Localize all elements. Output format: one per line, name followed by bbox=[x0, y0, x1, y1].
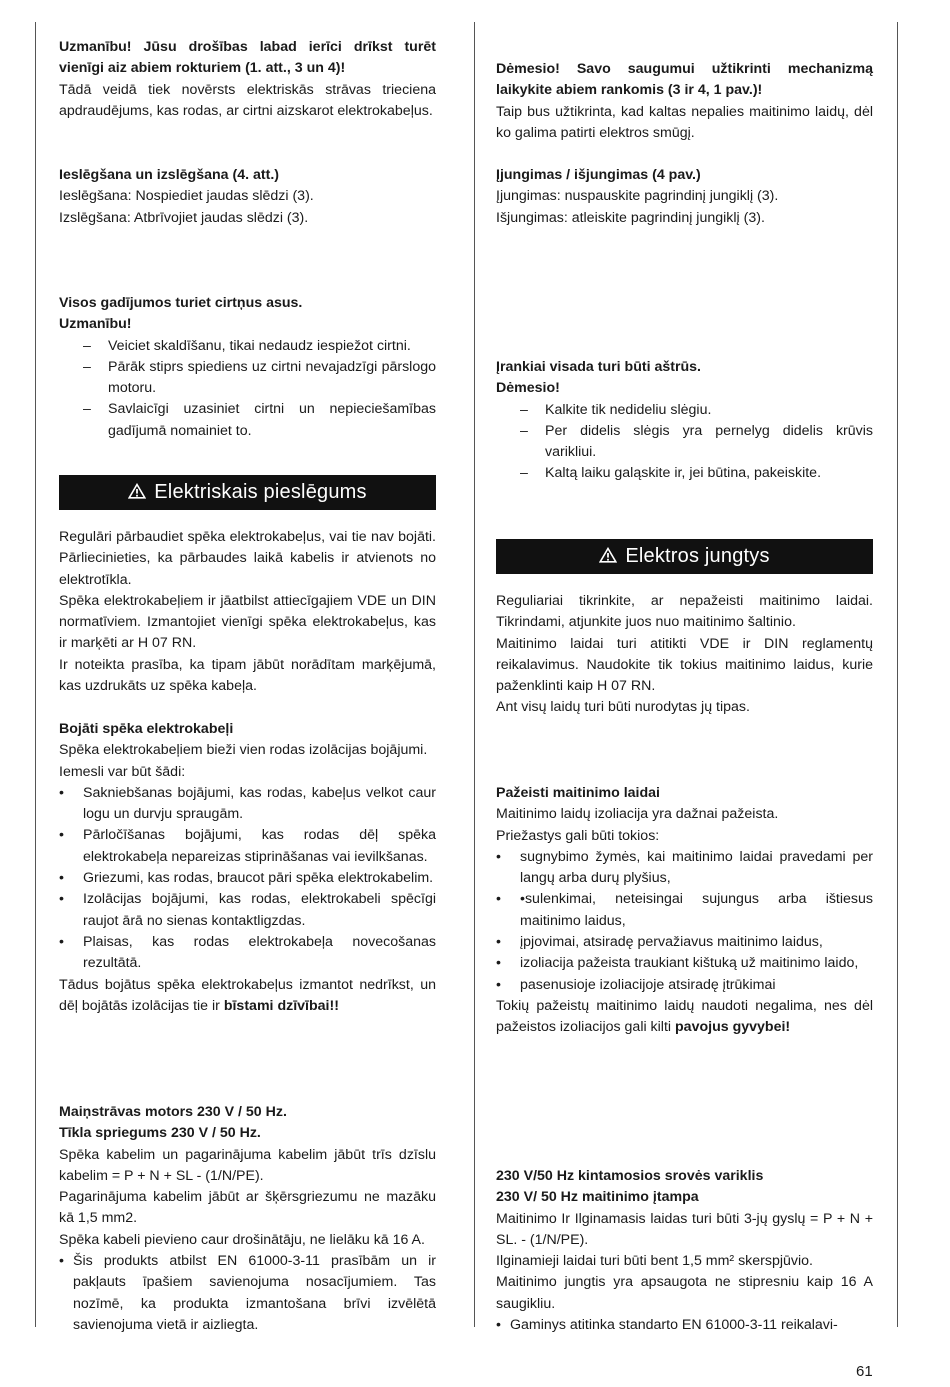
switch-block bbox=[496, 165, 873, 229]
paragraph: Ir noteikta prasība, ka tipam jābūt norādītam marķējumā, kas uzdrukāts uz spēka kabeļa. bbox=[59, 656, 436, 695]
list-item: • Pārločīšanas bojājumi, kas rodas dēļ spēka elektrokabeļa nepareizas stiprināšanas vai ievilkšanas. bbox=[59, 827, 436, 865]
warning-triangle-icon bbox=[599, 547, 617, 568]
damaged-cables-title: Pažeisti maitinimo laidai bbox=[496, 785, 660, 801]
paragraph: Ilginamieji laidai turi būti bent 1,5 mm² skerspjūvio. bbox=[496, 1253, 813, 1270]
paragraph: Tādus bojātus spēka elektrokabeļus izmantot nedrīkst, un dēļ bojātās izolācijas tie ir bīstami dzīvībai!! bbox=[59, 976, 436, 1014]
damaged-cables-block bbox=[59, 719, 436, 1017]
safety-warning-title: Uzmanību! Jūsu drošības labad ierīci drīkst turēt vienīgi aiz abiem rokturiem (1. att., 3 un 4)! bbox=[59, 39, 436, 77]
list-item: • Plaisas, kas rodas elektrokabeļa novecošanas rezultātā. bbox=[59, 933, 436, 972]
sharpness-block bbox=[496, 357, 873, 485]
paragraph: Ant visų laidų turi būti nurodytas jų tipas. bbox=[496, 699, 750, 716]
motor-block bbox=[59, 1102, 436, 1336]
electrical-connection-banner bbox=[59, 475, 436, 510]
motor-title: Maiņstrāvas motors 230 V / 50 Hz. bbox=[59, 1104, 287, 1120]
paragraph: Maitinimo jungtis yra apsaugota ne stipresniu kaip 16 A saugikliu. bbox=[496, 1274, 873, 1312]
safety-warning-title: Dėmesio! Savo saugumui užtikrinti mechanizmą laikykite abiem rankomis (3 ir 4, 1 pav.)! bbox=[496, 61, 873, 99]
sharpness-warning: Dėmesio! bbox=[496, 380, 560, 397]
damaged-cables-title: Bojāti spēka elektrokabeļi bbox=[59, 721, 234, 737]
switch-off-text: Išjungimas: atleiskite pagrindinį jungiklį (3). bbox=[496, 209, 765, 226]
list-item: • •sulenkimai, neteisingai sujungus arba ištiesus maitinimo laidus, bbox=[496, 891, 873, 929]
safety-warning-block bbox=[496, 59, 873, 144]
motor-block bbox=[496, 1166, 873, 1336]
switch-block bbox=[59, 165, 436, 229]
motor-title: 230 V/50 Hz kintamosios srovės variklis bbox=[496, 1168, 764, 1184]
warning-triangle-icon bbox=[128, 483, 146, 504]
switch-on-text: Ieslēgšana: Nospiediet jaudas slēdzi (3). bbox=[59, 188, 314, 205]
electrical-connection-banner bbox=[496, 539, 873, 574]
list-item: – Pārāk stiprs spiediens uz cirtni nevajadzīgi pārslogo motoru. bbox=[83, 358, 436, 397]
sharpness-block bbox=[59, 293, 436, 442]
paragraph: Reguliariai tikrinkite, ar nepažeisti maitinimo laidai. Tikrindami, atjunkite juos nuo maitinimo šaltinio. bbox=[496, 593, 873, 631]
center-rule bbox=[474, 22, 475, 1327]
damage-causes-list bbox=[496, 847, 873, 996]
list-item: • Gaminys atitinka standarto EN 61000-3-11 reikalavi- bbox=[496, 1317, 838, 1334]
list-item: • izoliacija pažeista traukiant kištuką už maitinimo laido, bbox=[496, 955, 859, 972]
list-item: – Kalkite tik nedideliu slėgiu. bbox=[520, 401, 712, 418]
list-item: – Per didelis slėgis yra pernelyg didelis krūvis varikliui. bbox=[520, 422, 873, 461]
list-item: • įpjovimai, atsiradę pervažiavus maitinimo laidus, bbox=[496, 934, 823, 951]
paragraph: Spēka elektrokabeļiem ir jāatbilst attiecīgajiem VDE un DIN normatīviem. Izmantojiet vienīgi spēka elektrokabeļus, kas ir marķēti ar H 07 RN. bbox=[59, 592, 436, 652]
page-number: 61 bbox=[856, 1363, 873, 1380]
sharpness-list bbox=[59, 336, 436, 442]
sharpness-warning: Uzmanību! bbox=[59, 316, 132, 333]
sharpness-title: Įrankiai visada turi būti aštrūs. bbox=[496, 359, 701, 375]
list-item: • Izolācijas bojājumi, kas rodas, elektrokabeli spēcīgi raujot ārā no sienas kontaktligzdas. bbox=[59, 891, 436, 929]
compliance-list bbox=[496, 1315, 873, 1336]
paragraph: Spēka kabeli pievieno caur drošinātāju, ne lielāku kā 16 A. bbox=[59, 1231, 425, 1248]
switch-title: Ieslēgšana un izslēgšana (4. att.) bbox=[59, 167, 279, 183]
paragraph: Regulāri pārbaudiet spēka elektrokabeļus, vai tie nav bojāti. Pārliecinieties, ka pārbaudes laikā kabelis ir atvienots no elektrotīkla. bbox=[59, 529, 436, 588]
safety-warning-text: Tādā veidā tiek novērsts elektriskās strāvas trieciena apdraudējums, kas rodas, ar cirtni aizskarot elektrokabeļus. bbox=[59, 81, 436, 119]
voltage-title: Tīkla spriegums 230 V / 50 Hz. bbox=[59, 1125, 261, 1142]
sharpness-title: Visos gadījumos turiet cirtņus asus. bbox=[59, 295, 303, 311]
list-item: – Kaltą laiku galąskite ir, jei būtina, pakeiskite. bbox=[520, 465, 822, 482]
switch-title: Įjungimas / išjungimas (4 pav.) bbox=[496, 167, 701, 183]
electrical-block bbox=[59, 527, 436, 697]
safety-warning-text: Taip bus užtikrinta, kad kaltas nepalies maitinimo laidų, dėl ko galima patirti elektros smūgį. bbox=[496, 103, 873, 141]
paragraph: Maitinimo Ir Ilginamasis laidas turi būti 3-jų gyslų = P + N + SL. - (1/N/PE). bbox=[496, 1210, 873, 1248]
list-item: – Veiciet skaldīšanu, tikai nedaudz iespiežot cirtni. bbox=[83, 337, 411, 354]
paragraph: Maitinimo laidai turi atitikti VDE ir DIN reglamentų reikalavimus. Naudokite tik tokius maitinimo laidus, kurie paženklinti kaip H 07 RN. bbox=[496, 635, 873, 695]
right-margin-rule bbox=[897, 22, 898, 1327]
compliance-list bbox=[59, 1251, 436, 1336]
safety-warning-block bbox=[59, 37, 436, 122]
list-item: • sugnybimo žymės, kai maitinimo laidai pravedami per langų arba durų plyšius, bbox=[496, 848, 873, 887]
list-item: – Savlaicīgi uzasiniet cirtni un nepieciešamības gadījumā nomainiet to. bbox=[83, 401, 436, 439]
paragraph: Pagarinājuma kabelim jābūt ar šķērsgriezumu ne mazāku kā 1,5 mm2. bbox=[59, 1189, 436, 1227]
paragraph: Priežastys gali būti tokios: bbox=[496, 827, 660, 844]
switch-on-text: Įjungimas: nuspauskite pagrindinį jungiklį (3). bbox=[496, 188, 779, 205]
left-margin-rule bbox=[35, 22, 36, 1327]
paragraph: Spēka elektrokabeļiem bieži vien rodas izolācijas bojājumi. bbox=[59, 742, 428, 759]
electrical-connection-heading: Elektros jungtys bbox=[625, 544, 770, 567]
switch-off-text: Izslēgšana: Atbrīvojiet jaudas slēdzi (3). bbox=[59, 209, 309, 226]
list-item: • Griezumi, kas rodas, braucot pāri spēka elektrokabelim. bbox=[59, 870, 434, 887]
paragraph: Tokių pažeistų maitinimo laidų naudoti negalima, nes dėl pažeistos izoliacijos gali kilti pavojus gyvybei! bbox=[496, 997, 873, 1036]
damage-causes-list bbox=[59, 783, 436, 975]
paragraph: Iemesli var būt šādi: bbox=[59, 763, 186, 780]
paragraph: Spēka kabelim un pagarinājuma kabelim jābūt trīs dzīslu kabelim = P + N + SL - (1/N/PE). bbox=[59, 1146, 436, 1184]
list-item: • pasenusioje izoliacijoje atsiradę įtrūkimai bbox=[496, 976, 776, 993]
sharpness-list bbox=[496, 400, 873, 485]
electrical-connection-heading: Elektriskais pieslēgums bbox=[154, 480, 367, 503]
paragraph: Maitinimo laidų izoliacija yra dažnai pažeista. bbox=[496, 806, 779, 823]
list-item: • Šis produkts atbilst EN 61000-3-11 prasībām un ir pakļauts īpašiem savienojuma nosacījumiem. Tas nozīmē, ka produkta izmantošana brīvi izvēlētā savienojuma vietā ir aizliegta. bbox=[59, 1253, 436, 1333]
electrical-block bbox=[496, 591, 873, 719]
list-item: • Sakniebšanas bojājumi, kas rodas, kabeļus velkot caur logu un durvju spraugām. bbox=[59, 784, 436, 823]
damaged-cables-block bbox=[496, 783, 873, 1039]
voltage-title: 230 V/ 50 Hz maitinimo įtampa bbox=[496, 1189, 699, 1206]
